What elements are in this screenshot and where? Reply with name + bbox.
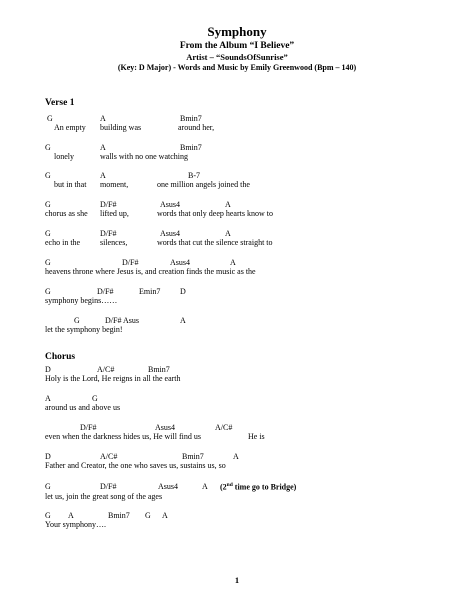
lyric: let the symphony begin! xyxy=(45,325,123,334)
chord: D/F# xyxy=(100,200,117,209)
bridge-note-open: (2 xyxy=(220,482,227,492)
lyric: symphony begins…… xyxy=(45,296,118,305)
chord: G xyxy=(45,287,51,296)
album-subtitle: From the Album “I Believe” xyxy=(179,41,295,51)
chord: Bmin7 xyxy=(108,511,130,520)
lyric: around us and above us xyxy=(45,403,121,412)
chord: D/F# Asus xyxy=(105,316,140,325)
chord: Bmin7 xyxy=(180,143,202,152)
chord: Asus4 xyxy=(158,482,179,491)
chord: Bmin7 xyxy=(148,365,170,374)
chord: A xyxy=(68,511,74,520)
chord: G xyxy=(45,171,51,180)
lyric: let us, join the great song of the ages xyxy=(45,492,163,501)
chord: A xyxy=(233,452,239,461)
lyric: Father and Creator, the one who saves us, sustains us, so xyxy=(45,461,226,470)
chord: G xyxy=(45,229,51,238)
chord: G xyxy=(45,143,51,152)
artist-line: Artist – “SoundsOfSunrise” xyxy=(186,52,288,62)
lyric: silences, xyxy=(100,238,128,247)
lyric: Holy is the Lord, He reigns in all the earth xyxy=(45,374,181,383)
chord: D/F# xyxy=(80,423,97,432)
lyric: even when the darkness hides us, He will find us xyxy=(45,432,201,441)
chord: A xyxy=(202,482,208,491)
chord: A xyxy=(100,114,106,123)
chord: Emin7 xyxy=(139,287,161,296)
chord: D/F# xyxy=(100,229,117,238)
chord: A xyxy=(225,200,231,209)
lyric: echo in the xyxy=(45,238,81,247)
chord: D/F# xyxy=(100,482,117,491)
lyric: words that cut the silence straight to xyxy=(157,238,273,247)
chord: G xyxy=(45,258,51,267)
chord: G xyxy=(45,200,51,209)
chord: A xyxy=(225,229,231,238)
chord: A/C# xyxy=(97,365,115,374)
bridge-note-ordinal: nd xyxy=(226,482,233,488)
lyric: but in that xyxy=(54,180,87,189)
chord: D xyxy=(180,287,186,296)
chord: G xyxy=(45,511,51,520)
lyric: around her, xyxy=(178,123,215,132)
lyric: chorus as she xyxy=(45,209,88,218)
chord: Asus4 xyxy=(160,200,181,209)
lyric: lonely xyxy=(54,152,74,161)
lyric: building was xyxy=(100,123,142,132)
chord: G xyxy=(92,394,98,403)
chord: G xyxy=(74,316,80,325)
chord: A xyxy=(230,258,236,267)
lyric: An empty xyxy=(54,123,86,132)
lyric: moment, xyxy=(100,180,129,189)
lyric: words that only deep hearts know to xyxy=(157,209,273,218)
chord: A xyxy=(180,316,186,325)
chord: Bmin7 xyxy=(182,452,204,461)
lyric: lifted up, xyxy=(100,209,129,218)
chord: A xyxy=(162,511,168,520)
lyric: one million angels joined the xyxy=(157,180,250,189)
chord: D xyxy=(45,365,51,374)
verse-heading: Verse 1 xyxy=(45,98,75,108)
chord: A/C# xyxy=(100,452,118,461)
lyric: He is xyxy=(248,432,265,441)
chord: D/F# xyxy=(97,287,114,296)
chord: D xyxy=(45,452,51,461)
chord: B-7 xyxy=(188,171,200,180)
chorus-heading: Chorus xyxy=(45,352,76,362)
lyric: walls with no one watching xyxy=(100,152,188,161)
chord: A xyxy=(45,394,51,403)
lyric: heavens throne where Jesus is, and creation finds the music as the xyxy=(45,267,256,276)
chord: Asus4 xyxy=(170,258,191,267)
chord: Asus4 xyxy=(155,423,176,432)
chord: Asus4 xyxy=(160,229,181,238)
chord: D/F# xyxy=(122,258,139,267)
lyric: Your symphony…. xyxy=(45,520,106,529)
bridge-note xyxy=(220,483,296,492)
chord: G xyxy=(145,511,151,520)
page-number: 1 xyxy=(234,575,240,585)
chord: A/C# xyxy=(215,423,233,432)
chord: A xyxy=(100,143,106,152)
chord: G xyxy=(45,482,51,491)
chord: Bmin7 xyxy=(180,114,202,123)
chord: G xyxy=(47,114,53,123)
song-title: Symphony xyxy=(207,24,267,39)
key-and-credits-line: (Key: D Major) - Words and Music by Emily Greenwood (Bpm – 140) xyxy=(117,63,357,72)
bridge-note-rest: time go to Bridge) xyxy=(232,482,297,492)
chord: A xyxy=(100,171,106,180)
